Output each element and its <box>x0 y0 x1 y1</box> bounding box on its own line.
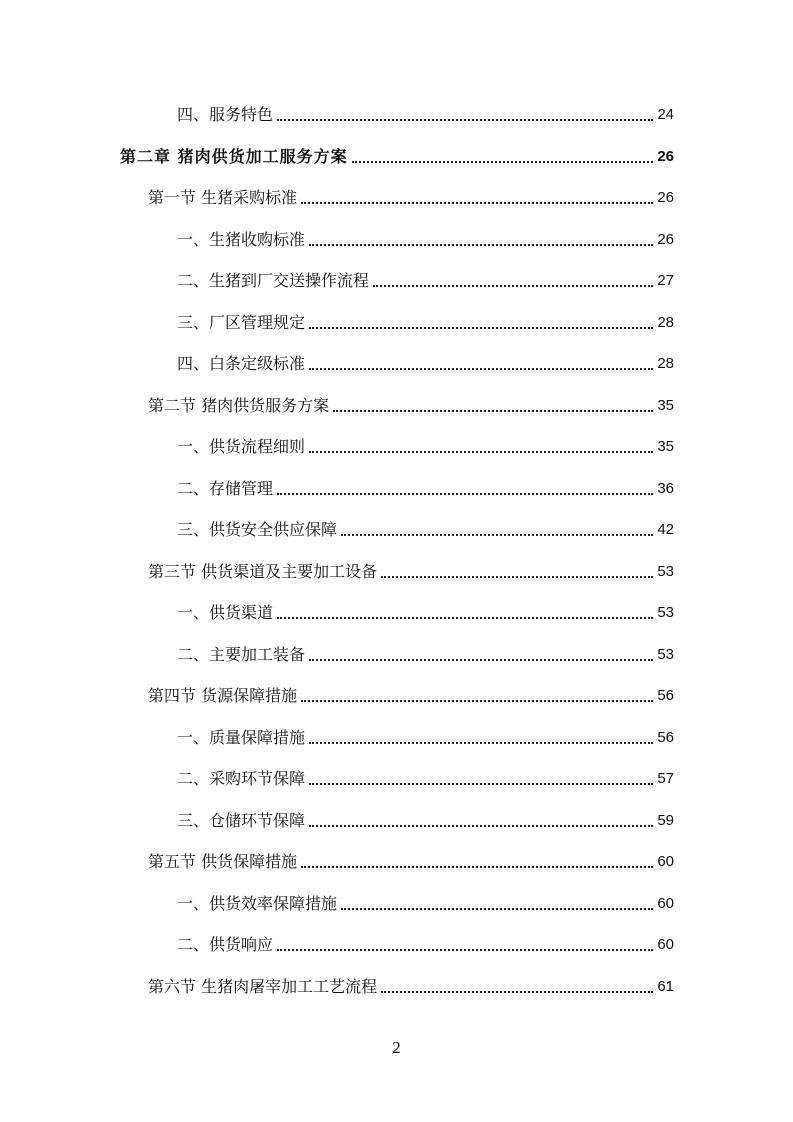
page-number: 2 <box>392 1038 401 1057</box>
toc-entry-page: 42 <box>657 521 674 538</box>
toc-entry-title: 四、白条定级标准 <box>177 354 306 373</box>
toc-entry-page: 57 <box>657 770 674 787</box>
toc-entry-section[interactable] <box>148 848 674 872</box>
toc-entry-title: 一、供货效率保障措施 <box>177 894 338 913</box>
toc-entry-page: 28 <box>657 314 674 331</box>
toc-entry[interactable] <box>177 309 674 333</box>
dot-leader <box>301 202 653 204</box>
dot-leader <box>301 866 653 868</box>
toc-entry-title: 三、厂区管理规定 <box>177 313 306 332</box>
toc-entry-title: 一、供货渠道 <box>177 603 274 622</box>
toc-entry-page: 53 <box>657 646 674 663</box>
toc-entry-page: 53 <box>657 563 674 580</box>
dot-leader <box>277 119 653 121</box>
dot-leader <box>373 285 653 287</box>
toc-entry[interactable] <box>177 267 674 291</box>
toc-entry-section[interactable] <box>148 973 674 997</box>
toc-entry-page: 35 <box>657 397 674 414</box>
dot-leader <box>301 700 653 702</box>
toc-entry[interactable] <box>177 101 674 125</box>
dot-leader <box>341 534 653 536</box>
toc-entry-section[interactable] <box>148 184 674 208</box>
dot-leader <box>277 617 653 619</box>
toc-entry[interactable] <box>177 765 674 789</box>
toc-entry-title: 第五节 供货保障措施 <box>148 852 298 871</box>
toc-entry-page: 26 <box>657 148 674 165</box>
dot-leader <box>309 783 653 785</box>
toc-entry-title: 三、仓储环节保障 <box>177 811 306 830</box>
dot-leader <box>309 659 653 661</box>
dot-leader <box>309 368 653 370</box>
toc-entry-page: 26 <box>657 231 674 248</box>
toc-entry-title: 二、存储管理 <box>177 479 274 498</box>
toc-entry-title: 第一节 生猪采购标准 <box>148 188 298 207</box>
toc-entry[interactable] <box>177 641 674 665</box>
toc-entry-chapter[interactable] <box>120 143 674 167</box>
toc-entry-title: 第六节 生猪肉屠宰加工工艺流程 <box>148 977 378 996</box>
dot-leader <box>309 327 653 329</box>
toc-entry-title: 二、生猪到厂交送操作流程 <box>177 271 370 290</box>
dot-leader <box>309 244 653 246</box>
dot-leader <box>277 493 653 495</box>
toc-entry-page: 61 <box>657 978 674 995</box>
toc-entry-title: 第四节 货源保障措施 <box>148 686 298 705</box>
dot-leader <box>333 410 653 412</box>
dot-leader <box>352 161 654 163</box>
toc-entry-page: 56 <box>657 687 674 704</box>
dot-leader <box>381 576 653 578</box>
toc-entry-page: 36 <box>657 480 674 497</box>
dot-leader <box>309 742 653 744</box>
toc-entry-page: 60 <box>657 895 674 912</box>
toc-entry-page: 27 <box>657 272 674 289</box>
toc-entry-page: 60 <box>657 936 674 953</box>
dot-leader <box>309 451 653 453</box>
toc-entry[interactable] <box>177 931 674 955</box>
toc-entry[interactable] <box>177 475 674 499</box>
dot-leader <box>341 908 653 910</box>
toc-entry-title: 三、供货安全供应保障 <box>177 520 338 539</box>
toc-entry[interactable] <box>177 599 674 623</box>
toc-entry-title: 第二章 猪肉供货加工服务方案 <box>120 147 348 166</box>
dot-leader <box>277 949 653 951</box>
toc-entry-title: 二、供货响应 <box>177 935 274 954</box>
toc-entry-page: 60 <box>657 853 674 870</box>
toc-entry[interactable] <box>177 433 674 457</box>
dot-leader <box>309 825 653 827</box>
toc-entry-title: 一、供货流程细则 <box>177 437 306 456</box>
toc-entry[interactable] <box>177 807 674 831</box>
toc-entry[interactable] <box>177 350 674 374</box>
toc-entry-title: 二、主要加工装备 <box>177 645 306 664</box>
toc-entry-page: 26 <box>657 189 674 206</box>
toc-entry-page: 35 <box>657 438 674 455</box>
toc-entry-title: 一、生猪收购标准 <box>177 230 306 249</box>
toc-entry-page: 24 <box>657 106 674 123</box>
toc-entry[interactable] <box>177 516 674 540</box>
toc-entry-section[interactable] <box>148 682 674 706</box>
toc-entry-page: 56 <box>657 729 674 746</box>
toc-entry-page: 53 <box>657 604 674 621</box>
toc-entry-title: 二、采购环节保障 <box>177 769 306 788</box>
dot-leader <box>381 991 653 993</box>
toc-entry[interactable] <box>177 890 674 914</box>
toc-entry[interactable] <box>177 724 674 748</box>
toc-entry[interactable] <box>177 226 674 250</box>
toc-entry-title: 第三节 供货渠道及主要加工设备 <box>148 562 378 581</box>
toc-entry-page: 59 <box>657 812 674 829</box>
toc-entry-title: 第二节 猪肉供货服务方案 <box>148 396 330 415</box>
toc-entry-title: 一、质量保障措施 <box>177 728 306 747</box>
toc-entry-section[interactable] <box>148 558 674 582</box>
toc-entry-title: 四、服务特色 <box>177 105 274 124</box>
toc-entry-section[interactable] <box>148 392 674 416</box>
toc-entry-page: 28 <box>657 355 674 372</box>
